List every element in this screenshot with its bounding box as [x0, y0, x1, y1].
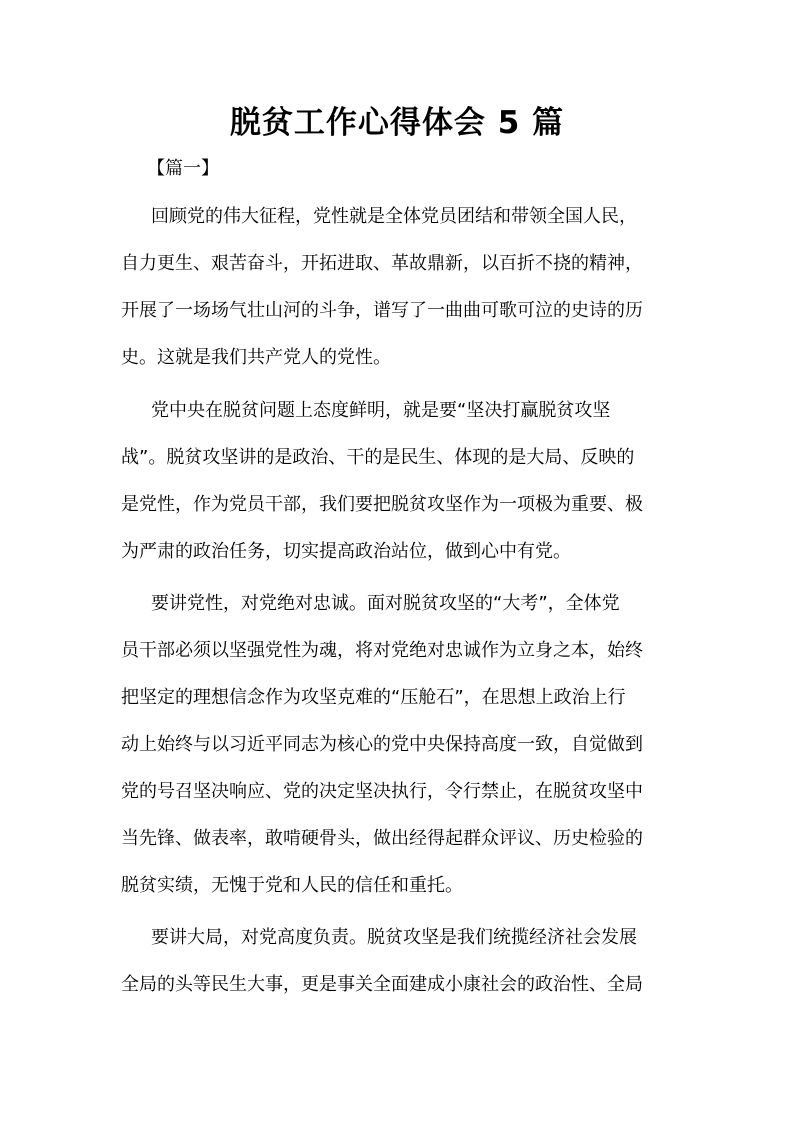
paragraph-line: 自力更生、艰苦奋斗，开拓进取、革故鼎新，以百折不挠的精神，	[121, 253, 643, 274]
paragraph-line: 当先锋、做表率，敢啃硬骨头，做出经得起群众评议、历史检验的	[121, 828, 643, 849]
paragraph-line: 为严肃的政治任务，切实提高政治站位，做到心中有党。	[121, 541, 571, 562]
paragraph-line: 开展了一场场气壮山河的斗争，谱写了一曲曲可歌可泣的史诗的历	[121, 300, 643, 321]
paragraph-line: 要讲党性，对党绝对忠诚。面对脱贫攻坚的“大考”，全体党	[151, 593, 620, 614]
paragraph-line: 员干部必须以坚强党性为魂，将对党绝对忠诚作为立身之本，始终	[121, 640, 643, 661]
paragraph-line: 回顾党的伟大征程，党性就是全体党员团结和带领全国人民，	[151, 206, 637, 227]
paragraph-line: 脱贫实绩，无愧于党和人民的信任和重托。	[121, 875, 463, 896]
section-label: 【篇一】	[147, 158, 219, 179]
paragraph-line: 要讲大局，对党高度负责。脱贫攻坚是我们统揽经济社会发展	[151, 927, 637, 948]
paragraph-line: 史。这就是我们共产党人的党性。	[121, 347, 391, 368]
paragraph-line: 战”。脱贫攻坚讲的是政治、干的是民生、体现的是大局、反映的	[121, 447, 635, 468]
paragraph-line: 是党性，作为党员干部，我们要把脱贫攻坚作为一项极为重要、极	[121, 494, 643, 515]
document-title: 脱贫工作心得体会 5 篇	[229, 105, 565, 141]
paragraph-line: 动上始终与以习近平同志为核心的党中央保持高度一致，自觉做到	[121, 734, 643, 755]
paragraph-line: 党的号召坚决响应、党的决定坚决执行，令行禁止，在脱贫攻坚中	[121, 781, 643, 802]
paragraph-line: 党中央在脱贫问题上态度鲜明，就是要“坚决打赢脱贫攻坚	[151, 400, 611, 421]
paragraph-line: 把坚定的理想信念作为攻坚克难的“压舱石”，在思想上政治上行	[121, 687, 626, 708]
paragraph-line: 全局的头等民生大事，更是事关全面建成小康社会的政治性、全局	[121, 974, 643, 995]
